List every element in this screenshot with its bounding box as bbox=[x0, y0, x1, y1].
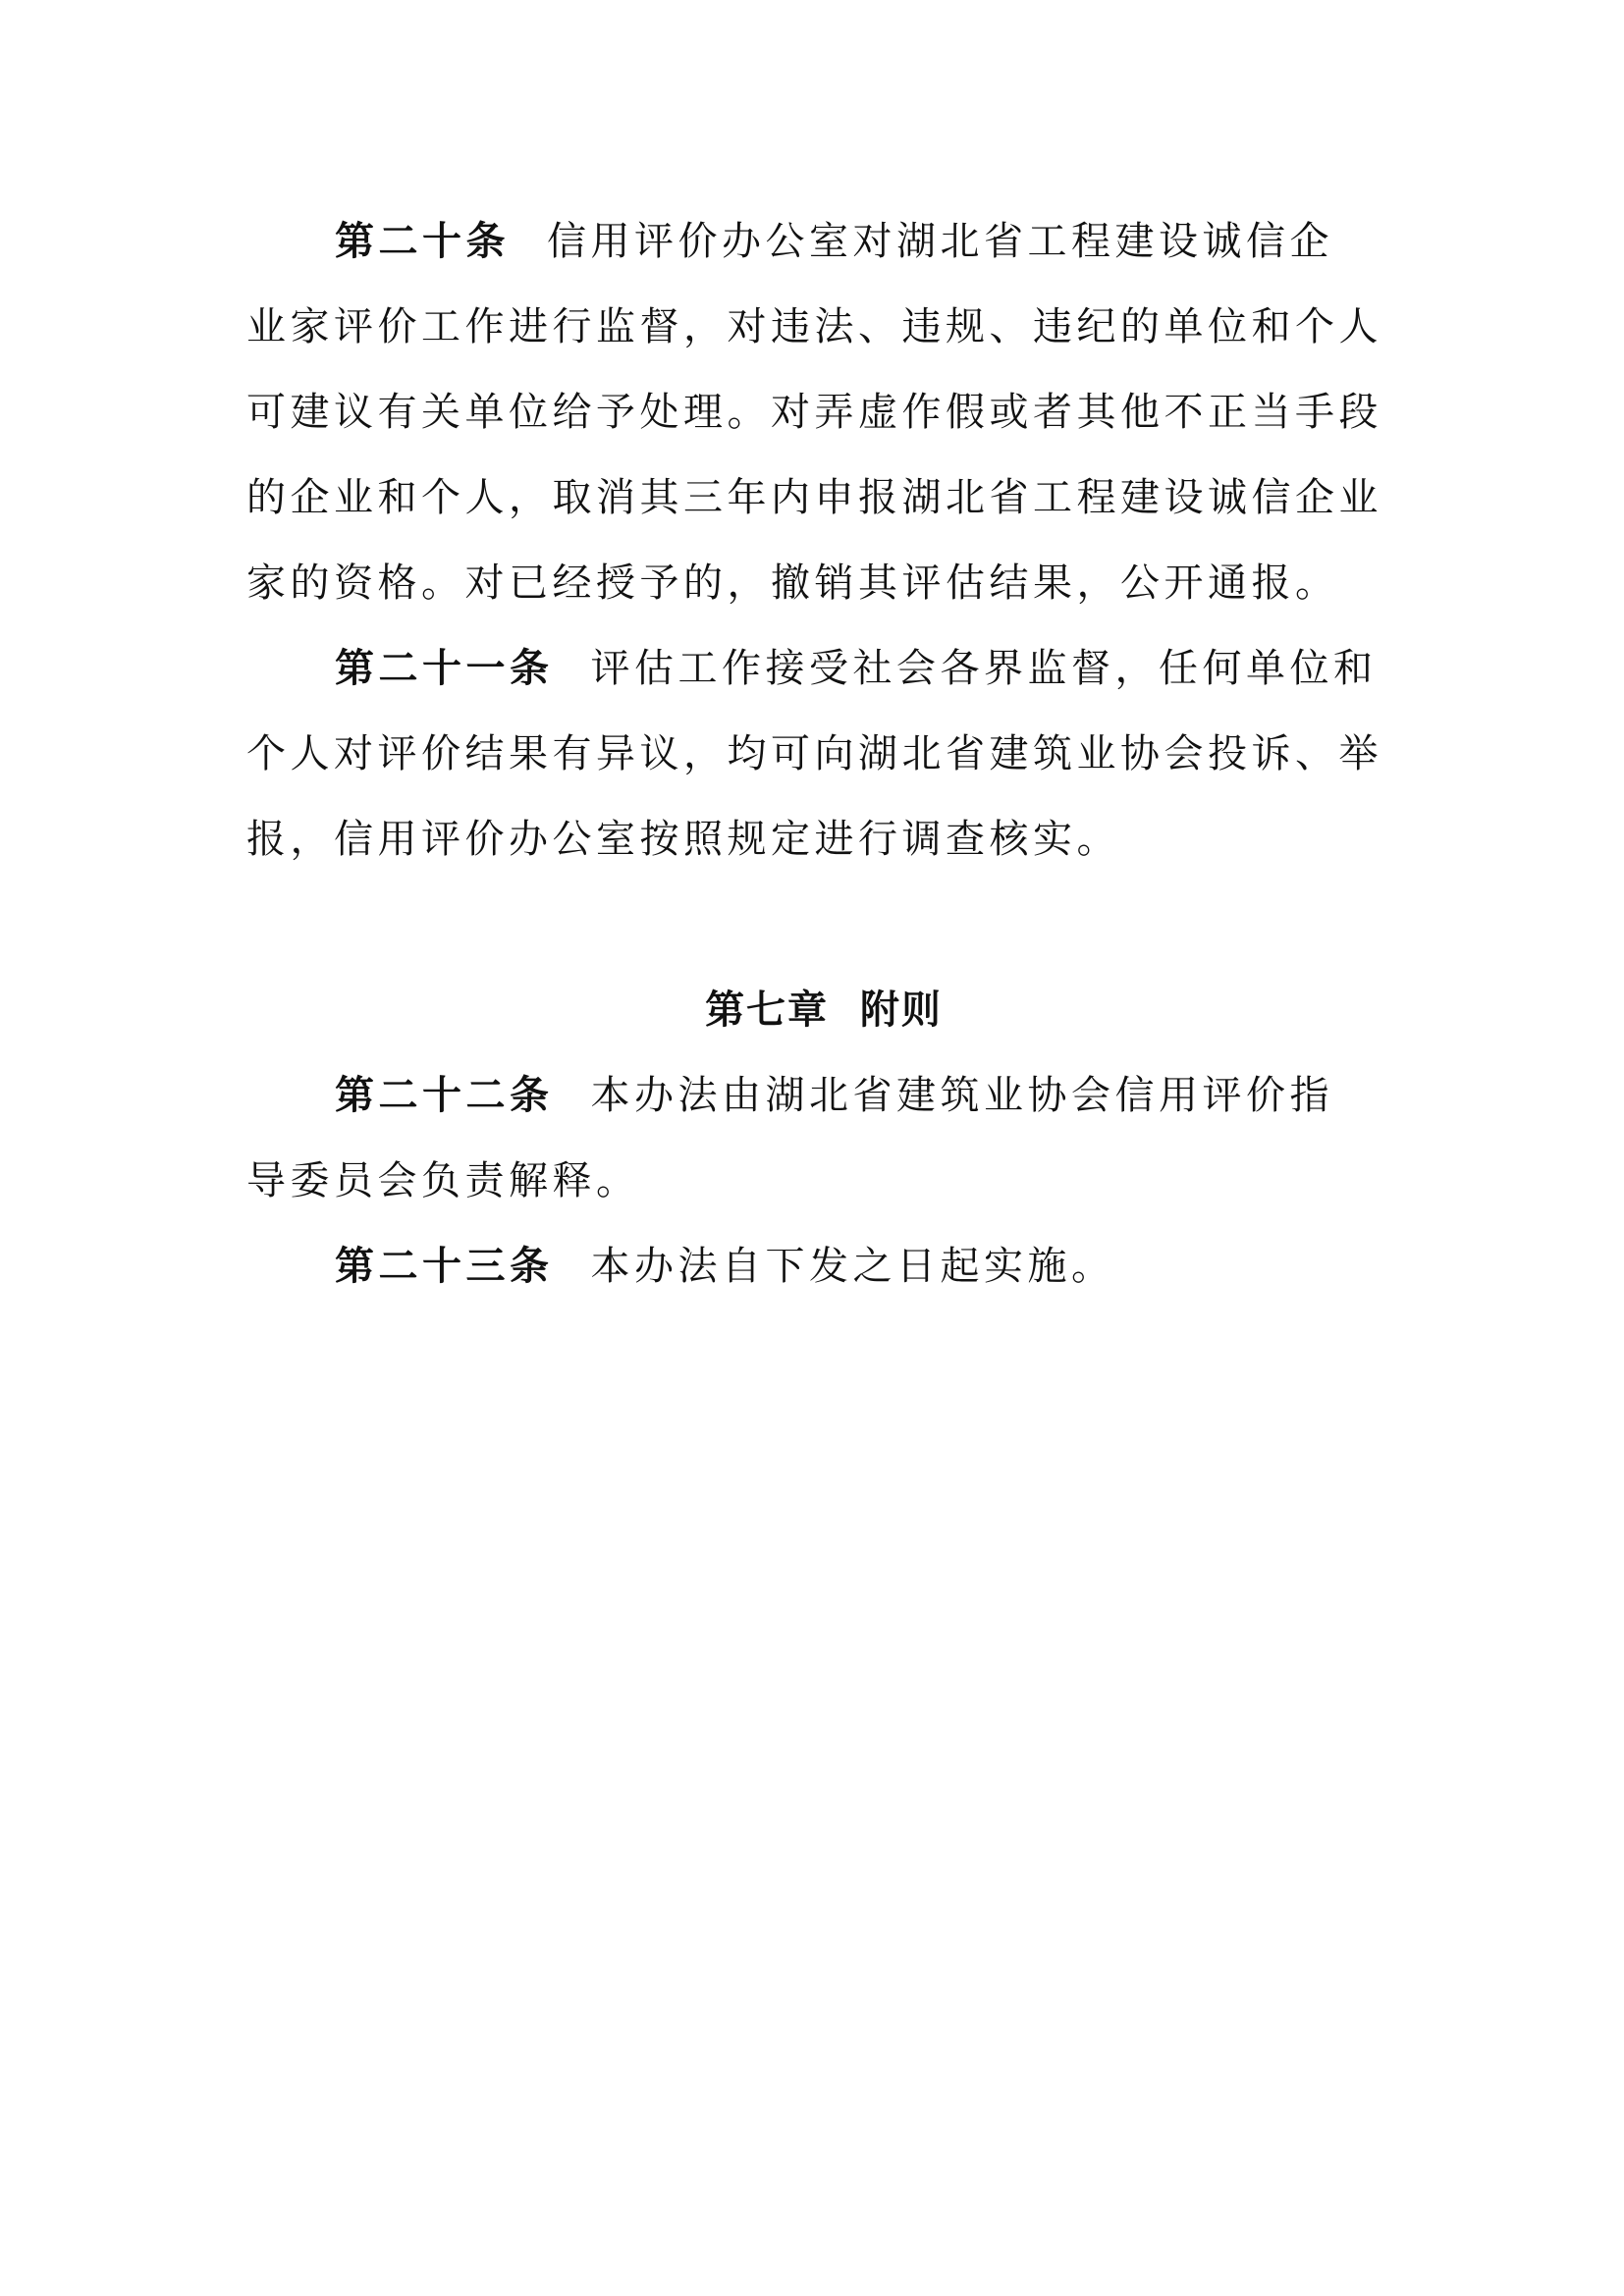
article-21-line-2: 个人对评价结果有异议，均可向湖北省建筑业协会投诉、举 bbox=[246, 731, 1382, 776]
article-20-line-1 bbox=[335, 218, 1333, 265]
article-23-label: 第二十三条 bbox=[335, 1244, 554, 1289]
article-23-line-1 bbox=[335, 1243, 1115, 1290]
article-22-line-1 bbox=[335, 1072, 1333, 1119]
article-20-line-2: 业家评价工作进行监督，对违法、违规、违纪的单位和个人 bbox=[246, 304, 1382, 349]
chapter-title: 第七章 附则 bbox=[705, 988, 943, 1033]
article-20-label: 第二十条 bbox=[335, 219, 510, 264]
article-21-line-3: 报，信用评价办公室按照规定进行调查核实。 bbox=[246, 817, 1120, 862]
article-21-line-1 bbox=[335, 645, 1378, 692]
article-20-line-4: 的企业和个人，取消其三年内申报湖北省工程建设诚信企业 bbox=[246, 475, 1382, 520]
article-22-text-1: 本办法由湖北省建筑业协会信用评价指 bbox=[590, 1073, 1333, 1118]
article-22-label: 第二十二条 bbox=[335, 1073, 554, 1118]
article-21-text-1: 评估工作接受社会各界监督，任何单位和 bbox=[590, 646, 1378, 691]
article-21-label: 第二十一条 bbox=[335, 646, 554, 691]
article-20-line-5: 家的资格。对已经授予的，撤销其评估结果，公开通报。 bbox=[246, 561, 1339, 606]
article-22-line-2: 导委员会负责解释。 bbox=[246, 1158, 640, 1203]
article-20-line-3: 可建议有关单位给予处理。对弄虚作假或者其他不正当手段 bbox=[246, 390, 1382, 435]
article-20-text-1: 信用评价办公室对湖北省工程建设诚信企 bbox=[547, 219, 1333, 264]
article-23-text-1: 本办法自下发之日起实施。 bbox=[590, 1244, 1115, 1289]
